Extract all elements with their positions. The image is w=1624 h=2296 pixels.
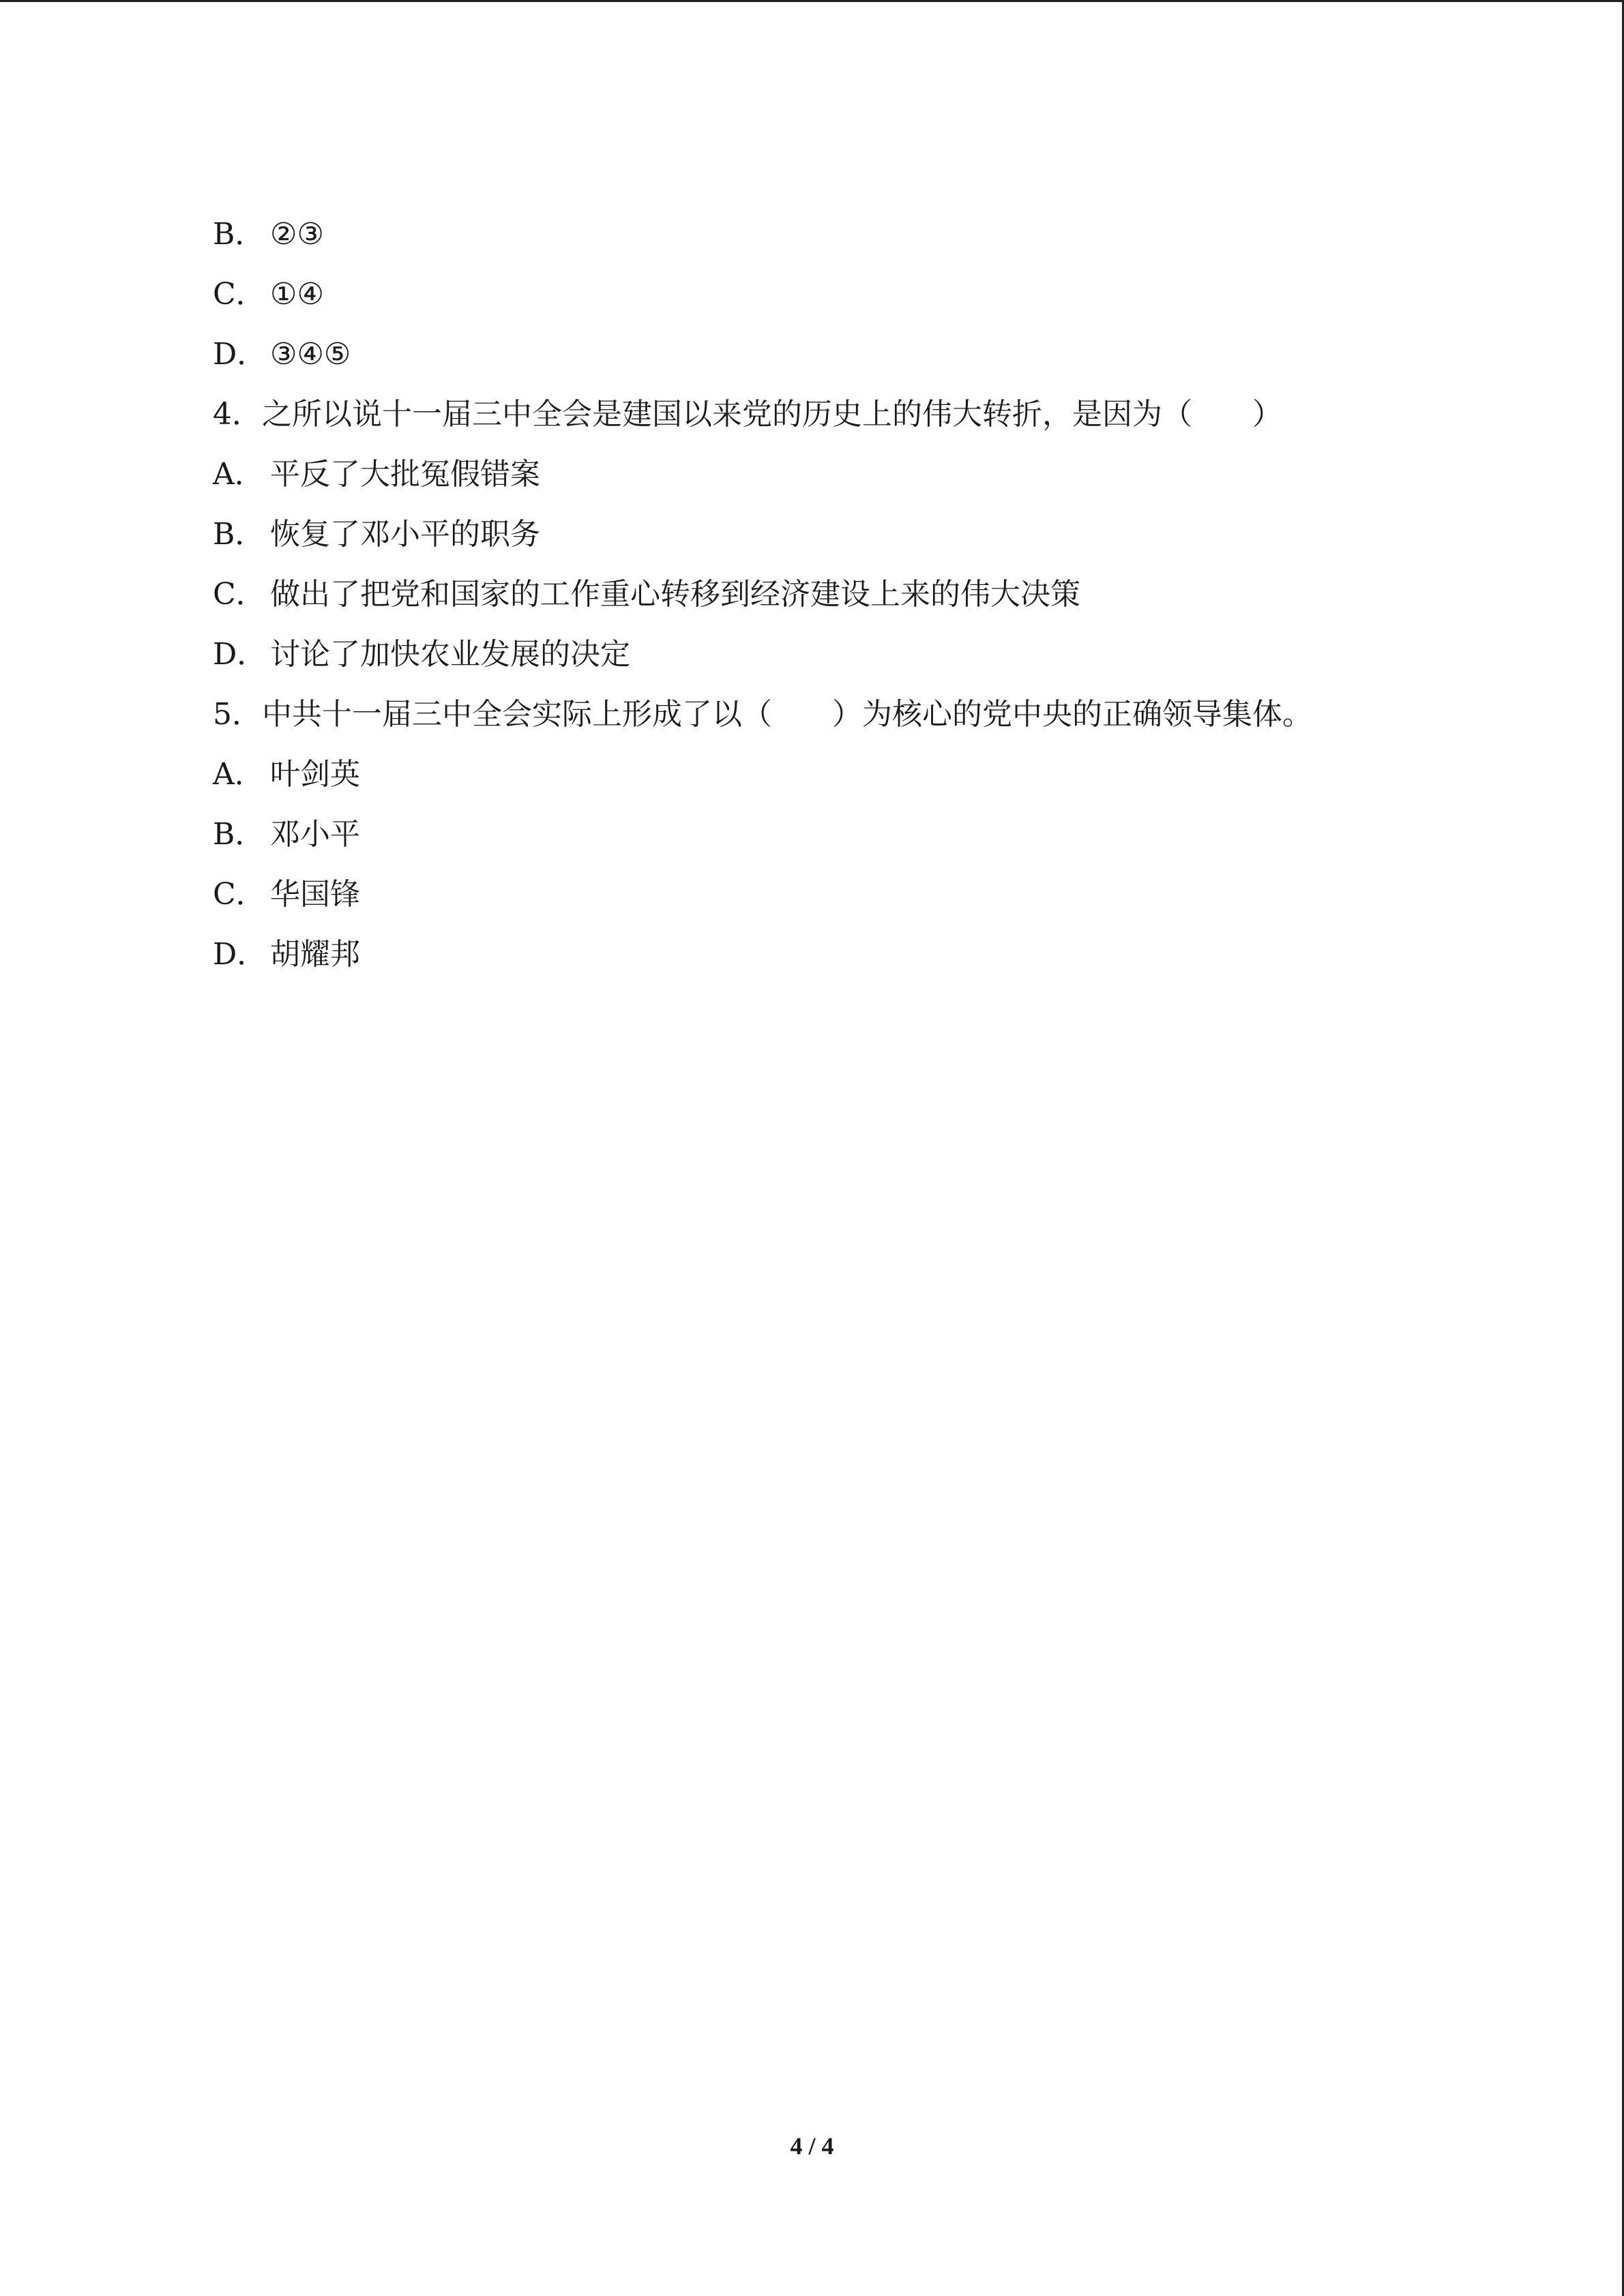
option-text: 平反了大批冤假错案 xyxy=(270,457,540,492)
option-label: C． xyxy=(213,877,266,912)
option-label: B． xyxy=(213,217,265,252)
q3-option-b xyxy=(213,205,1441,265)
option-text: 恢复了邓小平的职务 xyxy=(270,517,540,552)
q3-option-d xyxy=(213,325,1441,385)
q4-option-a xyxy=(213,445,1441,505)
option-text: 胡耀邦 xyxy=(270,937,360,972)
option-text: ①④ xyxy=(270,277,324,312)
option-label: B． xyxy=(213,517,265,552)
question-number: 5． xyxy=(213,697,262,732)
q5-option-a xyxy=(213,745,1441,805)
option-text: 做出了把党和国家的工作重心转移到经济建设上来的伟大决策 xyxy=(270,577,1080,612)
option-label: A． xyxy=(213,457,265,492)
question-number: 4． xyxy=(213,397,262,432)
q4-option-d xyxy=(213,625,1441,685)
q3-option-c xyxy=(213,265,1441,325)
option-text: ③④⑤ xyxy=(270,337,351,372)
option-text: 叶剑英 xyxy=(270,757,360,792)
q4-option-c xyxy=(213,565,1441,625)
question-text: 中共十一届三中全会实际上形成了以（ ）为核心的党中央的正确领导集体。 xyxy=(262,697,1312,732)
q5-option-c xyxy=(213,865,1441,925)
option-label: D． xyxy=(213,637,267,672)
q5-option-d xyxy=(213,925,1441,985)
option-label: B． xyxy=(213,817,265,852)
q4-stem xyxy=(213,385,1441,445)
q5-option-b xyxy=(213,805,1441,865)
page-border-top xyxy=(0,0,1624,2)
q4-option-b xyxy=(213,505,1441,565)
option-label: D． xyxy=(213,937,267,972)
page-number: 4 / 4 xyxy=(790,2132,834,2160)
option-label: A． xyxy=(213,757,265,792)
q5-stem xyxy=(213,685,1441,745)
document-content xyxy=(213,205,1441,985)
option-label: C． xyxy=(213,277,266,312)
option-label: C． xyxy=(213,577,266,612)
option-label: D． xyxy=(213,337,267,372)
option-text: 讨论了加快农业发展的决定 xyxy=(270,637,630,672)
option-text: 邓小平 xyxy=(270,817,360,852)
question-text: 之所以说十一届三中全会是建国以来党的历史上的伟大转折，是因为（ ） xyxy=(262,397,1282,432)
option-text: 华国锋 xyxy=(270,877,360,912)
option-text: ②③ xyxy=(270,217,324,252)
